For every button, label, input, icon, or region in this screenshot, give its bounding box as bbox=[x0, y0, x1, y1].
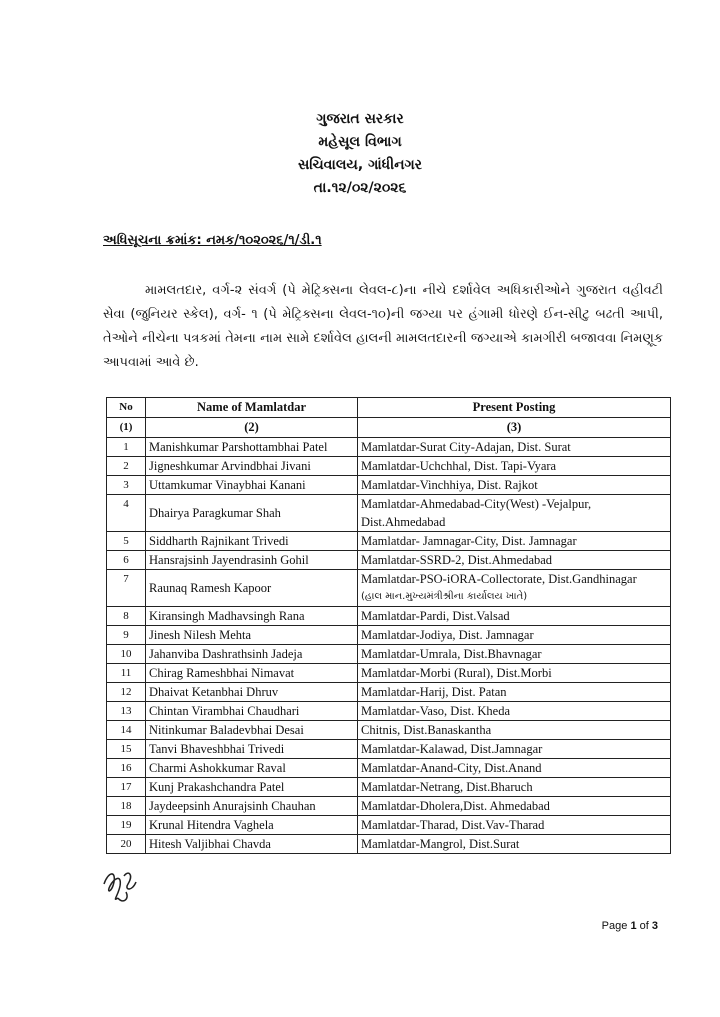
table-row bbox=[107, 816, 671, 835]
page-total: 3 bbox=[651, 920, 658, 932]
department-name: મહેસૂલ વિભાગ bbox=[318, 134, 402, 150]
row-number: 5 bbox=[107, 532, 146, 551]
table-row bbox=[107, 683, 671, 702]
row-number: 15 bbox=[107, 740, 146, 759]
table-subheader-row bbox=[107, 418, 671, 438]
present-posting bbox=[358, 816, 671, 835]
posting-text: Chitnis, Dist.Banaskantha bbox=[361, 723, 492, 737]
table-row bbox=[107, 702, 671, 721]
posting-text: Mamlatdar-Jodiya, Dist. Jamnagar bbox=[361, 628, 534, 642]
officer-name: Uttamkumar Vinaybhai Kanani bbox=[146, 476, 358, 495]
page-current: 1 bbox=[630, 920, 637, 932]
officer-name: Tanvi Bhaveshbhai Trivedi bbox=[146, 740, 358, 759]
table-row bbox=[107, 570, 671, 607]
table-row bbox=[107, 532, 671, 551]
posting-text: Mamlatdar-Vinchhiya, Dist. Rajkot bbox=[361, 478, 538, 492]
posting-text: Mamlatdar-Dholera,Dist. Ahmedabad bbox=[361, 799, 550, 813]
table-row bbox=[107, 664, 671, 683]
present-posting bbox=[358, 721, 671, 740]
row-number: 16 bbox=[107, 759, 146, 778]
present-posting bbox=[358, 759, 671, 778]
present-posting bbox=[358, 457, 671, 476]
officer-name: Charmi Ashokkumar Raval bbox=[146, 759, 358, 778]
table-body bbox=[107, 438, 671, 854]
table-row bbox=[107, 740, 671, 759]
table-row bbox=[107, 721, 671, 740]
posting-text: Mamlatdar-Pardi, Dist.Valsad bbox=[361, 609, 510, 623]
officer-name: Hansrajsinh Jayendrasinh Gohil bbox=[146, 551, 358, 570]
posting-text: Mamlatdar-Ahmedabad-City(West) -Vejalpur, Dist.Ahmedabad bbox=[361, 497, 592, 529]
officer-name: Dhairya Paragkumar Shah bbox=[146, 495, 358, 532]
posting-text: Mamlatdar-PSO-iORA-Collectorate, Dist.Gandhinagar bbox=[361, 572, 637, 586]
table-header-row bbox=[107, 398, 671, 418]
officer-name: Hitesh Valjibhai Chavda bbox=[146, 835, 358, 854]
office-location: સચિવાલય, ગાંધીનગર bbox=[297, 157, 423, 173]
present-posting bbox=[358, 835, 671, 854]
present-posting bbox=[358, 551, 671, 570]
present-posting bbox=[358, 532, 671, 551]
row-number: 7 bbox=[107, 570, 146, 607]
subheader-3: (3) bbox=[358, 418, 671, 438]
present-posting bbox=[358, 476, 671, 495]
posting-text: Mamlatdar- Jamnagar-City, Dist. Jamnagar bbox=[361, 534, 577, 548]
document-date: તા.૧૨/૦૨/૨૦૨૬ bbox=[313, 180, 407, 196]
table-row bbox=[107, 495, 671, 532]
row-number: 8 bbox=[107, 607, 146, 626]
posting-text: Mamlatdar-Mangrol, Dist.Surat bbox=[361, 837, 520, 851]
officer-name: Manishkumar Parshottambhai Patel bbox=[146, 438, 358, 457]
officers-table bbox=[106, 397, 671, 854]
table-row bbox=[107, 778, 671, 797]
officer-name: Kiransingh Madhavsingh Rana bbox=[146, 607, 358, 626]
posting-text: Mamlatdar-Morbi (Rural), Dist.Morbi bbox=[361, 666, 552, 680]
posting-text: Mamlatdar-Anand-City, Dist.Anand bbox=[361, 761, 542, 775]
posting-text: Mamlatdar-Uchchhal, Dist. Tapi-Vyara bbox=[361, 459, 557, 473]
present-posting bbox=[358, 797, 671, 816]
table-row bbox=[107, 476, 671, 495]
posting-text: Mamlatdar-Kalawad, Dist.Jamnagar bbox=[361, 742, 543, 756]
notification-number: અધિસૂચના ક્રમાંક: નમક/૧૦૨૦૨૬/૧/ડી.૧ bbox=[103, 233, 322, 248]
officer-name: Krunal Hitendra Vaghela bbox=[146, 816, 358, 835]
present-posting bbox=[358, 645, 671, 664]
officer-name: Jaydeepsinh Anurajsinh Chauhan bbox=[146, 797, 358, 816]
table-row bbox=[107, 438, 671, 457]
officer-name: Kunj Prakashchandra Patel bbox=[146, 778, 358, 797]
present-posting bbox=[358, 702, 671, 721]
present-posting bbox=[358, 570, 671, 607]
officer-name: Chintan Virambhai Chaudhari bbox=[146, 702, 358, 721]
officer-name: Nitinkumar Baladevbhai Desai bbox=[146, 721, 358, 740]
page-of: of bbox=[639, 920, 649, 932]
table-row bbox=[107, 835, 671, 854]
officer-name: Jigneshkumar Arvindbhai Jivani bbox=[146, 457, 358, 476]
table-row bbox=[107, 645, 671, 664]
signature bbox=[98, 862, 144, 906]
officer-name: Siddharth Rajnikant Trivedi bbox=[146, 532, 358, 551]
officer-name: Jinesh Nilesh Mehta bbox=[146, 626, 358, 645]
officer-name: Raunaq Ramesh Kapoor bbox=[146, 570, 358, 607]
present-posting bbox=[358, 778, 671, 797]
header-posting: Present Posting bbox=[358, 398, 671, 418]
row-number: 6 bbox=[107, 551, 146, 570]
row-number: 3 bbox=[107, 476, 146, 495]
row-number: 20 bbox=[107, 835, 146, 854]
officer-name: Chirag Rameshbhai Nimavat bbox=[146, 664, 358, 683]
subheader-2: (2) bbox=[146, 418, 358, 438]
table-row bbox=[107, 759, 671, 778]
posting-text: Mamlatdar-Tharad, Dist.Vav-Tharad bbox=[361, 818, 545, 832]
row-number: 10 bbox=[107, 645, 146, 664]
row-number: 18 bbox=[107, 797, 146, 816]
table-row bbox=[107, 457, 671, 476]
row-number: 9 bbox=[107, 626, 146, 645]
officer-name: Dhaivat Ketanbhai Dhruv bbox=[146, 683, 358, 702]
header-name: Name of Mamlatdar bbox=[146, 398, 358, 418]
header-no: No bbox=[107, 398, 146, 418]
row-number: 14 bbox=[107, 721, 146, 740]
posting-text: Mamlatdar-Umrala, Dist.Bhavnagar bbox=[361, 647, 542, 661]
row-number: 13 bbox=[107, 702, 146, 721]
government-name: ગુજરાત સરકાર bbox=[316, 111, 404, 127]
posting-note: (હાલ માન.મુખ્યમંત્રીશ્રીના કાર્યાલય ખાતે) bbox=[361, 591, 528, 602]
row-number: 17 bbox=[107, 778, 146, 797]
row-number: 4 bbox=[107, 495, 146, 532]
table-row bbox=[107, 607, 671, 626]
row-number: 2 bbox=[107, 457, 146, 476]
posting-text: Mamlatdar-Surat City-Adajan, Dist. Surat bbox=[361, 440, 571, 454]
present-posting bbox=[358, 683, 671, 702]
subheader-1: (1) bbox=[107, 418, 146, 438]
posting-text: Mamlatdar-SSRD-2, Dist.Ahmedabad bbox=[361, 553, 553, 567]
posting-text: Mamlatdar-Vaso, Dist. Kheda bbox=[361, 704, 511, 718]
table-row bbox=[107, 626, 671, 645]
document-header bbox=[0, 108, 720, 200]
officer-name: Jahanviba Dashrathsinh Jadeja bbox=[146, 645, 358, 664]
row-number: 12 bbox=[107, 683, 146, 702]
row-number: 19 bbox=[107, 816, 146, 835]
order-paragraph: મામલતદાર, વર્ગ-૨ સંવર્ગ (પે મેટ્રિક્સના લેવલ-૮)ના નીચે દર્શાવેલ અધિકારીઓને ગુજરાત વહીવટી સેવા (જુનિયર સ્કેલ), વર્ગ- ૧ (પે મેટ્રિક્સના લેવલ-૧૦)ની જગ્યા પર હંગામી ધોરણે ઈન-સીટુ બઢતી આપી, તેઓને નીચેના પત્રકમાં તેમના નામ સામે દર્શાવેલ હાલની મામલતદારની જગ્યાએ કામગીરી બજાવવા નિમણૂક આપવામાં આવે છે. bbox=[103, 283, 663, 370]
page-number bbox=[602, 920, 658, 932]
present-posting bbox=[358, 740, 671, 759]
present-posting bbox=[358, 607, 671, 626]
present-posting bbox=[358, 495, 671, 532]
present-posting bbox=[358, 664, 671, 683]
page-label: Page bbox=[601, 920, 628, 932]
table-row bbox=[107, 797, 671, 816]
present-posting bbox=[358, 438, 671, 457]
present-posting bbox=[358, 626, 671, 645]
posting-text: Mamlatdar-Harij, Dist. Patan bbox=[361, 685, 507, 699]
row-number: 1 bbox=[107, 438, 146, 457]
row-number: 11 bbox=[107, 664, 146, 683]
table-row bbox=[107, 551, 671, 570]
posting-text: Mamlatdar-Netrang, Dist.Bharuch bbox=[361, 780, 533, 794]
